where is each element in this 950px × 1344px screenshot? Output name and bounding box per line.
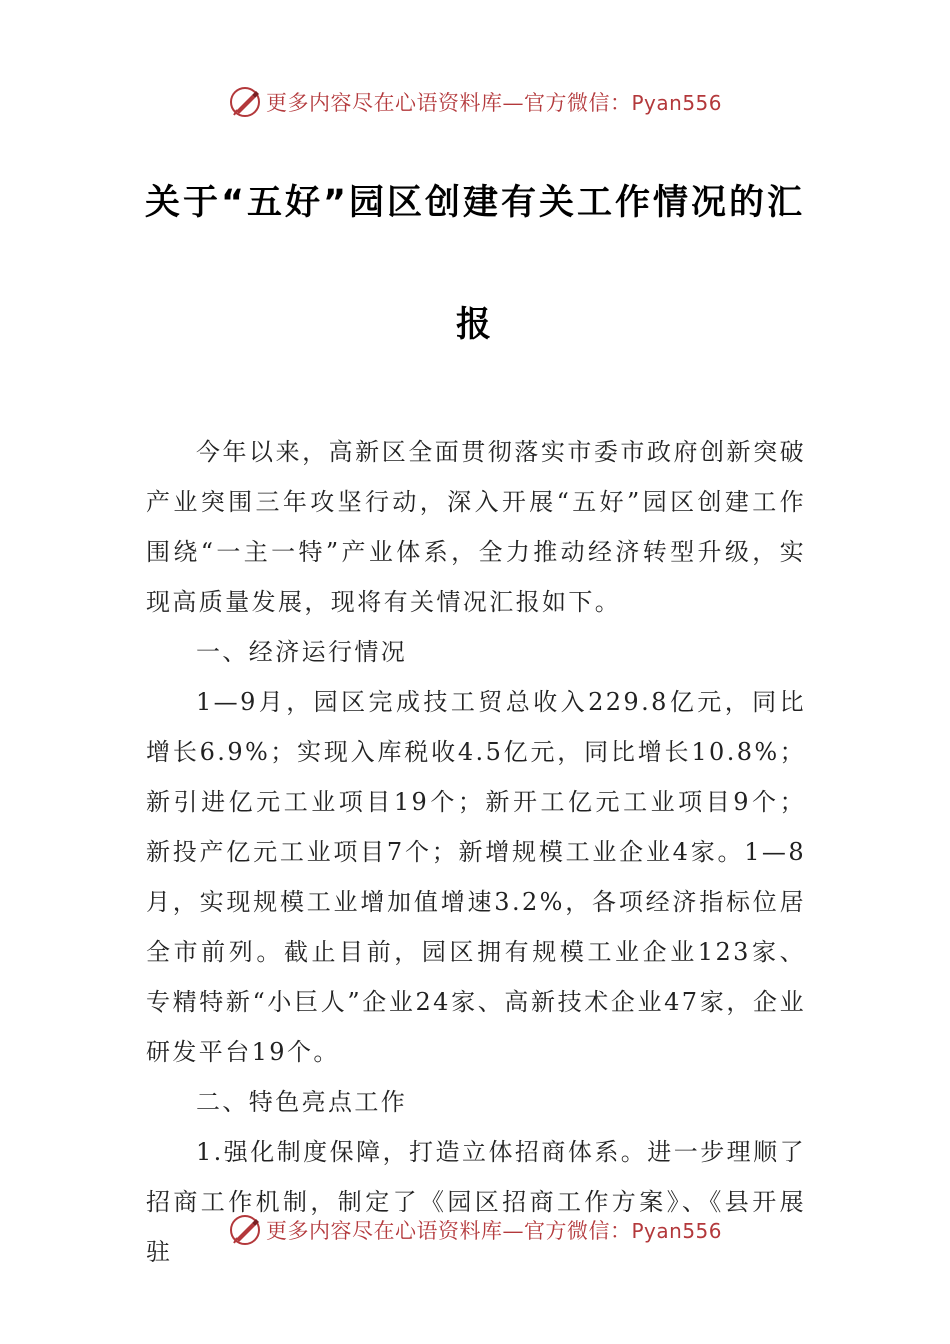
pen-logo-icon bbox=[228, 85, 262, 119]
paragraph-economy: 1—9月，园区完成技工贸总收入229.8亿元，同比增长6.9%；实现入库税收4.5亿元，同比增长10.8%；新引进亿元工业项目19个；新开工亿元工业项目9个；新投产亿元工业项目7个；新增规模工业企业4家。1—8月，实现规模工业增加值增速3.2%，各项经济指标位居全市前列。截止目前，园区拥有规模工业企业123家、专精特新“小巨人”企业24家、高新技术企业47家，企业研发平台19个。 bbox=[146, 688, 806, 1066]
section-heading-economy: 一、经济运行情况 bbox=[196, 638, 408, 666]
section-heading-highlights: 二、特色亮点工作 bbox=[196, 1088, 408, 1116]
paragraph-intro: 今年以来，高新区全面贯彻落实市委市政府创新突破产业突围三年攻坚行动，深入开展“五好”园区创建工作围绕“一主一特”产业体系，全力推动经济转型升级，实现高质量发展，现将有关情况汇报如下。 bbox=[146, 438, 806, 616]
document-title-line-2: 报 bbox=[455, 305, 494, 345]
watermark-banner-bottom bbox=[0, 1208, 950, 1252]
document-title-line-1: 关于“五好”园区创建有关工作情况的汇 bbox=[144, 183, 805, 223]
watermark-text bbox=[266, 1215, 722, 1245]
pen-logo-icon bbox=[228, 1213, 262, 1247]
watermark-banner-top bbox=[0, 80, 950, 124]
watermark-wechat-id: Pyan556 bbox=[631, 91, 722, 115]
paragraph-highlight-1: 1.强化制度保障，打造立体招商体系。进一步理顺了招商工作机制，制定了《园区招商工作方案》、《县开展驻 bbox=[146, 1138, 806, 1266]
watermark-label: 更多内容尽在心语资料库—官方微信： bbox=[265, 1219, 632, 1243]
watermark-wechat-id: Pyan556 bbox=[631, 1219, 722, 1243]
document-body bbox=[146, 427, 806, 1277]
watermark-label: 更多内容尽在心语资料库—官方微信： bbox=[265, 91, 632, 115]
watermark-text bbox=[266, 87, 722, 117]
